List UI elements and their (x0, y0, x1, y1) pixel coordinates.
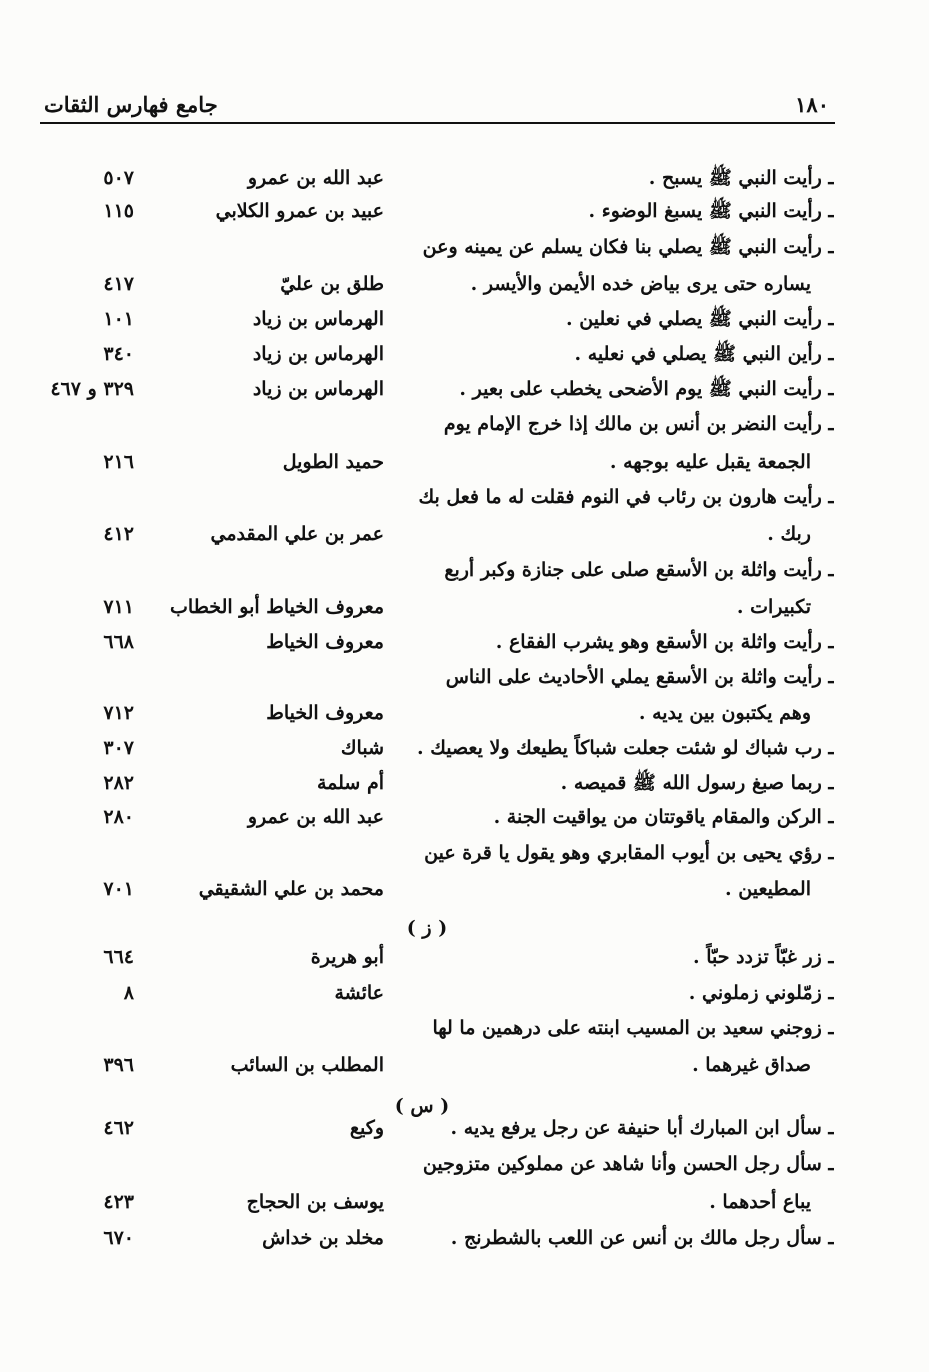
reference-number: ٧١١ (103, 596, 134, 618)
hadith-text: الجمعة يقبل عليه بوجهه . (609, 451, 811, 473)
reference-number: ٣٤٠ (103, 343, 134, 365)
narrator-name: شباك (340, 737, 384, 759)
hadith-text: ـ رأيت النبي ﷺ يسبح . (648, 167, 834, 189)
reference-number: ٤٦٢ (103, 1117, 134, 1139)
index-row (0, 695, 929, 732)
index-row (0, 659, 929, 696)
index-row (0, 371, 929, 408)
narrator-name: معروف الخياط (266, 631, 384, 653)
hadith-text: تكبيرات . (736, 596, 811, 618)
index-row (0, 835, 929, 872)
reference-number: ٨ (123, 982, 134, 1004)
narrator-name: عبد الله بن عمرو (247, 167, 384, 189)
narrator-name: عائشة (334, 982, 384, 1004)
index-row (0, 266, 929, 303)
hadith-text: ـ الركن والمقام ياقوتتان من يواقيت الجنة . (493, 806, 834, 828)
hadith-text: ـ رب شباك لو شئت جعلت شباكاً يطيعك ولا يعصيك . (416, 737, 834, 759)
reference-number: ٧١٢ (103, 702, 134, 724)
narrator-name: الهرماس بن زياد (252, 343, 384, 365)
index-row (0, 479, 929, 516)
reference-number: ٦٦٤ (103, 946, 134, 968)
hadith-text: ـ رأيت النبي ﷺ يصلي في نعلين . (566, 308, 834, 330)
index-row (0, 336, 929, 373)
hadith-text: ـ رأيت واثلة بن الأسقع يملي الأحاديث على الناس (445, 666, 834, 688)
reference-number: ٥٠٧ (103, 167, 134, 189)
hadith-text: وهم يكتبون بين يديه . (638, 702, 811, 724)
reference-number: ٤١٧ (103, 273, 134, 295)
narrator-name: مخلد بن خداش (262, 1227, 384, 1249)
index-row (0, 301, 929, 338)
reference-number: ٧٠١ (103, 878, 134, 900)
hadith-text: ـ سأل رجل مالك بن أنس عن اللعب بالشطرنج . (450, 1227, 834, 1249)
narrator-name: معروف الخياط (266, 702, 384, 724)
index-row (0, 1220, 929, 1257)
reference-number: ١٠١ (103, 308, 134, 330)
index-row (0, 552, 929, 589)
index-row (0, 229, 929, 266)
index-row (0, 589, 929, 626)
page-number: ١٨٠ (795, 92, 829, 117)
hadith-text: يباع أحدهما . (709, 1191, 811, 1213)
narrator-name: المطلب بن السائب (230, 1054, 384, 1076)
reference-number: ١١٥ (103, 200, 134, 222)
narrator-name: محمد بن علي الشقيقي (198, 878, 384, 900)
index-row (0, 765, 929, 802)
index-row (0, 624, 929, 661)
reference-number: ٢١٦ (103, 451, 134, 473)
index-row (0, 516, 929, 553)
reference-number: ٣٢٩ و ٤٦٧ (50, 378, 134, 400)
hadith-text: ربك . (767, 523, 811, 545)
index-row (0, 1184, 929, 1221)
reference-number: ٤٢٣ (103, 1191, 134, 1213)
hadith-text: ـ رأيت واثلة بن الأسقع وهو يشرب الفقاع . (495, 631, 834, 653)
hadith-text: صداق غيرهما . (692, 1054, 811, 1076)
section-letter-sin: ( س ) (394, 1095, 450, 1117)
page-title: جامع فهارس الثقات (44, 92, 218, 117)
narrator-name: عمر بن علي المقدمي (210, 523, 384, 545)
reference-number: ٢٨٠ (103, 806, 134, 828)
hadith-text: يساره حتى يرى بياض خده الأيمن والأيسر . (470, 273, 811, 295)
hadith-text: ـ زمّلوني زملوني . (688, 982, 834, 1004)
hadith-text: ـ رأيت النبي ﷺ يوم الأضحى يخطب على بعير . (459, 378, 834, 400)
reference-number: ٦٧٠ (103, 1227, 134, 1249)
index-row (0, 871, 929, 908)
hadith-text: ـ رأيت النبي ﷺ يصلي بنا فكان يسلم عن يمينه وعن (422, 236, 834, 258)
hadith-text: ـ زوجني سعيد بن المسيب ابنته على درهمين ما لها (432, 1017, 834, 1039)
index-row (0, 1146, 929, 1183)
hadith-text: ـ ربما صبغ رسول الله ﷺ قميصه . (560, 772, 834, 794)
reference-number: ٢٨٢ (103, 772, 134, 794)
hadith-text: ـ زر غبّاً تزدد حبّاً . (692, 946, 834, 968)
index-row (0, 975, 929, 1012)
narrator-name: معروف الخياط أبو الخطاب (170, 596, 384, 618)
index-row (0, 193, 929, 230)
reference-number: ٣٩٦ (103, 1054, 134, 1076)
hadith-text: المطيعين . (725, 878, 811, 900)
narrator-name: طلق بن عليّ (280, 273, 384, 295)
hadith-text: ـ رأيت النضر بن أنس بن مالك إذا خرج الإمام يوم (443, 413, 834, 435)
narrator-name: عبد الله بن عمرو (247, 806, 384, 828)
hadith-text: ـ رأيت النبي ﷺ يسبغ الوضوء . (588, 200, 834, 222)
hadith-text: ـ رأين النبي ﷺ يصلي في نعليه . (574, 343, 834, 365)
hadith-text: ـ سأل ابن المبارك أبا حنيفة عن رجل يرفع يديه . (450, 1117, 834, 1139)
index-row (0, 1010, 929, 1047)
hadith-text: ـ رأيت هارون بن رئاب في النوم فقلت له ما فعل بك (418, 486, 834, 508)
reference-number: ٤١٢ (103, 523, 134, 545)
index-row (0, 799, 929, 836)
narrator-name: أم سلمة (316, 772, 384, 794)
reference-number: ٦٦٨ (103, 631, 134, 653)
hadith-text: ـ رأيت واثلة بن الأسقع صلى على جنازة وكبر أربع (444, 559, 834, 581)
narrator-name: عبيد بن عمرو الكلابي (215, 200, 384, 222)
index-row (0, 160, 929, 197)
narrator-name: حميد الطويل (282, 451, 384, 473)
index-row (0, 406, 929, 443)
hadith-text: ـ سأل رجل الحسن وأنا شاهد عن مملوكين متزوجين (422, 1153, 834, 1175)
narrator-name: الهرماس بن زياد (252, 308, 384, 330)
index-row (0, 444, 929, 481)
narrator-name: الهرماس بن زياد (252, 378, 384, 400)
index-row (0, 939, 929, 976)
reference-number: ٣٠٧ (103, 737, 134, 759)
page-header (40, 88, 835, 124)
narrator-name: وكيع (349, 1117, 384, 1139)
narrator-name: أبو هريرة (310, 946, 384, 968)
section-letter-zay: ( ز ) (406, 917, 448, 939)
hadith-text: ـ رؤي يحيى بن أيوب المقابري وهو يقول يا قرة عين (424, 842, 834, 864)
narrator-name: يوسف بن الحجاج (246, 1191, 384, 1213)
index-row (0, 1047, 929, 1084)
index-row (0, 730, 929, 767)
